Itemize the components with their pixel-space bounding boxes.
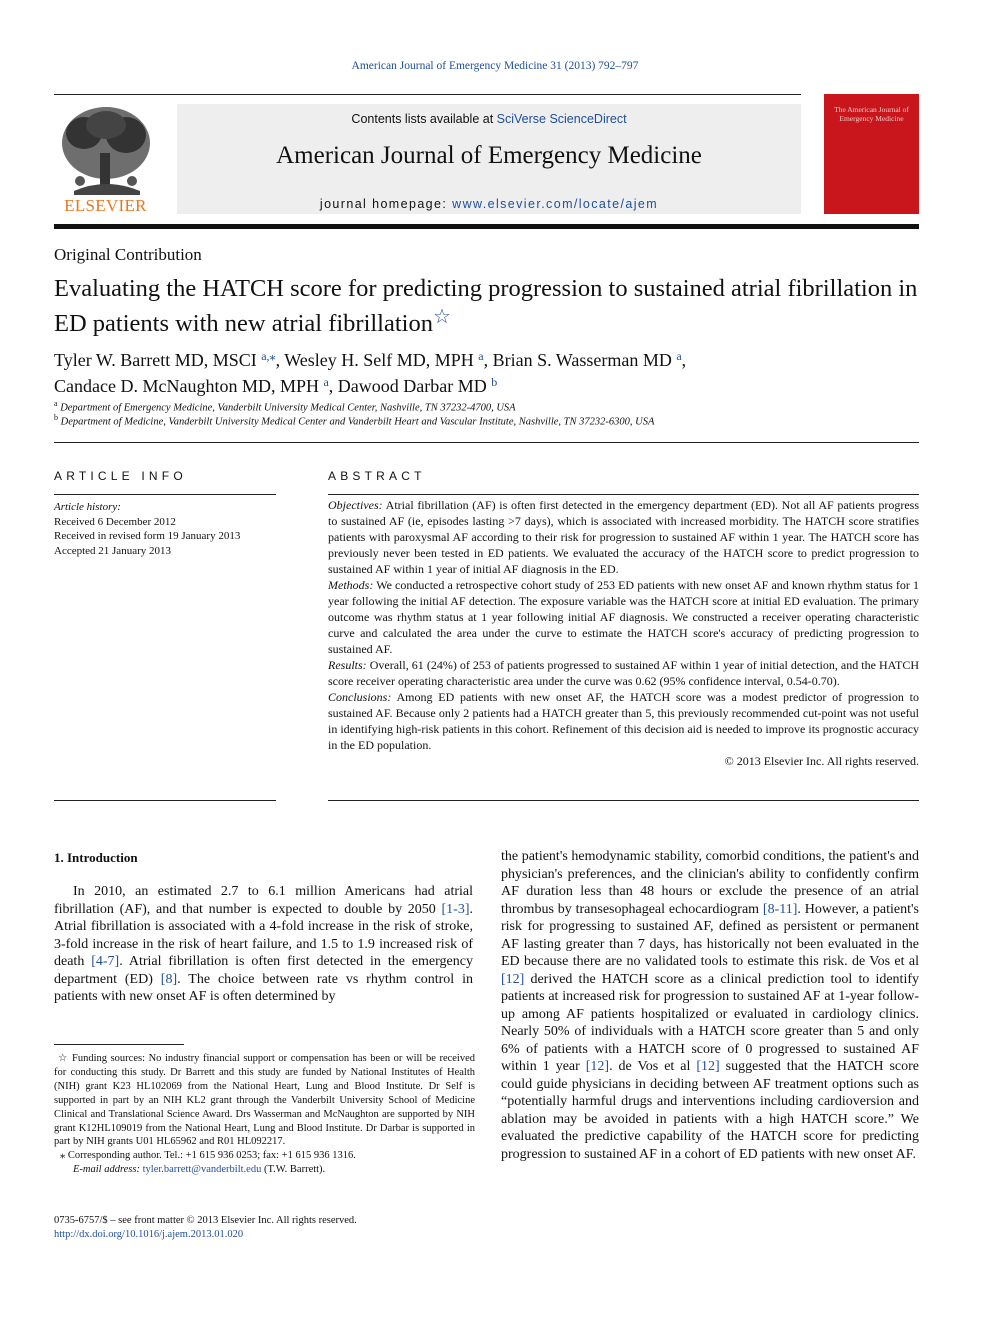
affiliation-b	[54, 413, 654, 428]
abstract-conclusions	[328, 689, 919, 753]
abstract-heading: ABSTRACT	[328, 469, 426, 483]
doi-link[interactable]: http://dx.doi.org/10.1016/j.ajem.2013.01.020	[54, 1229, 244, 1240]
abstract-copyright: © 2013 Elsevier Inc. All rights reserved.	[724, 754, 919, 768]
cover-title: The American Journal of Emergency Medicine	[834, 105, 909, 123]
conclusions-label: Conclusions:	[328, 690, 392, 704]
contents-line	[177, 112, 801, 126]
results-text: Overall, 61 (24%) of 253 of patients progressed to sustained AF within 1 year of initial detection, and the HATCH score receiver operating characteristic area under the curve was 0.62 (95% confidence interval, 0.54-0.70).	[328, 658, 919, 688]
citation-link[interactable]: [12]	[585, 1059, 610, 1074]
author-separator: ,	[483, 350, 493, 370]
footnote-rule	[54, 1044, 184, 1045]
author-3-sup[interactable]: a	[676, 349, 682, 363]
corresponding-text: Corresponding author. Tel.: +1 615 936 0253; fax: +1 615 936 1316.	[67, 1150, 356, 1162]
elsevier-wordmark: ELSEVIER	[64, 196, 147, 215]
abstract-bottom-rule	[328, 800, 919, 801]
corresponding-asterisk-icon: ⁎	[60, 1150, 66, 1162]
author-4-sup[interactable]: a	[323, 375, 329, 389]
affiliation-a	[54, 399, 516, 414]
intro-text: derived the HATCH score as a clinical prediction tool to identify patients at increased risk for progression to sustained AF at 1-year follow-up among AF patients hospitalized or evaluated in cardiology clinics. Nearly 50% of individuals with a HATCH score greater than 5 and only 6% of patients with a HATCH score of 0 progressed to sustained AF within 1 year	[501, 971, 919, 1074]
abstract-body	[328, 497, 919, 769]
author-1-sup[interactable]: a,⁎	[261, 349, 276, 363]
citation-link[interactable]: [1-3]	[441, 901, 470, 917]
intro-text: . de Vos et al	[609, 1059, 697, 1074]
journal-title: American Journal of Emergency Medicine	[276, 142, 702, 169]
journal-cover-thumbnail[interactable]	[824, 94, 919, 214]
title-footnote-star-icon[interactable]: ☆	[432, 306, 451, 328]
abstract-rule	[328, 494, 919, 495]
intro-text: the patient's hemodynamic stability, comorbid conditions, the patient's and physician's preferences, and the clinician's ability to confidently confirm AF duration less than 48 hours or exclude the presence of an atrial thrombus by transesophageal echocardiogram	[501, 849, 919, 917]
email-label: E-mail address:	[73, 1164, 140, 1176]
contents-prefix: Contents lists available at	[351, 112, 497, 126]
author-3: Brian S. Wasserman MD	[492, 350, 672, 370]
citation-link[interactable]: [4-7]	[91, 954, 120, 969]
intro-column-left	[54, 883, 473, 1006]
abstract-results	[328, 657, 919, 689]
author-4: Candace D. McNaughton MD, MPH	[54, 376, 319, 396]
header-divider	[54, 442, 919, 443]
objectives-label: Objectives:	[328, 498, 383, 512]
homepage-prefix: journal homepage:	[319, 197, 453, 211]
methods-text: We conducted a retrospective cohort study of 253 ED patients with new onset AF and known rhythm status for 1 year following the initial AF detection. The exposure variable was the HATCH score at initial ED evaluation. The primary outcome was rhythm status at 1 year following initial AF diagnosis. We constructed a receiver operating characteristic curve and calculated the area under the curve to estimate the HATCH score's accuracy of predicting progression to sustained AF.	[328, 578, 919, 656]
intro-text: . Atrial fibrillation is associated with a 4-fold increase in the risk of stroke, 3-fold increase in the risk of heart failure, and 1.5 to 1.9 increased risk of death	[54, 901, 473, 969]
masthead-top-rule	[54, 94, 801, 95]
masthead-bottom-rule	[54, 224, 919, 229]
affiliation-b-sup: b	[54, 413, 58, 422]
revised-date: Received in revised form 19 January 2013	[54, 530, 241, 542]
article-title	[54, 274, 934, 338]
homepage-link[interactable]: www.elsevier.com/locate/ajem	[452, 197, 659, 211]
article-info-bottom-rule	[54, 800, 276, 801]
author-5-sup[interactable]: b	[491, 375, 498, 389]
introduction-heading: 1. Introduction	[54, 850, 138, 865]
funding-star-icon: ☆	[58, 1053, 69, 1064]
author-2-sup[interactable]: a	[478, 349, 484, 363]
intro-text: suggested that the HATCH score could guide physicians in deciding between AF treatment options such as “potentially harmful drugs and interventions including cardioversion and ablation may be avoided in patients with a high HATCH score.” We evaluated the predictive capability of the HATCH score for predicting progression to sustained AF in a cohort of ED patients with new onset AF.	[501, 1059, 920, 1162]
email-footnote	[54, 1163, 475, 1177]
methods-label: Methods:	[328, 578, 374, 592]
intro-text: In 2010, an estimated 2.7 to 6.1 million Americans had atrial fibrillation (AF), and that number is expected to double by 2050	[54, 884, 473, 917]
citation-link[interactable]: [12]	[501, 971, 525, 987]
intro-paragraph-2	[501, 848, 919, 1163]
funding-text: Funding sources: No industry financial support or compensation has been or will be received for conducting this study. Dr Barrett and this study are funded by National Institutes of Health (NIH) grant K23 HL102069 from the National Heart, Lung and Blood Institute. Dr Self is supported in part by an NIH KL2 grant through the Vanderbilt University School of Medicine Clinical and Translational Science Award. Drs Wasserman and McNaughton are supported by NIH grant K12HL109019 from the National Heart, Lung and Blood Institute. Dr Darbar is supported in part by NIH grants U01 HL65962 and R01 HL092217.	[54, 1053, 475, 1148]
affiliation-a-text: Department of Emergency Medicine, Vanderbilt University Medical Center, Nashville, TN 37232-4700, USA	[60, 402, 516, 414]
intro-text: . Atrial fibrillation is often first detected in the emergency department (ED)	[54, 954, 473, 987]
citation-link[interactable]: [8]	[160, 971, 178, 987]
author-separator: ,	[275, 350, 285, 370]
bottom-info	[54, 1214, 357, 1242]
author-list	[54, 345, 924, 397]
objectives-text: Atrial fibrillation (AF) is often first detected in the emergency department (ED). Not all AF patients progress to sustained AF (ie, episodes lasting >7 days), which is associated with increased morbidity. The HATCH score stratifies patients with paroxysmal AF according to their risk for progression to sustained AF within 1 year. The HATCH score has previously never been tested in ED patients. We evaluated the accuracy of the HATCH score to predict progression to sustained AF within 1 year of initial AF diagnosis in the ED.	[328, 498, 920, 576]
article-title-text: Evaluating the HATCH score for predicting progression to sustained atrial fibrillation in ED patients with new atrial fibrillation	[54, 275, 918, 337]
results-label: Results:	[328, 658, 367, 672]
email-link[interactable]: tyler.barrett@vanderbilt.edu	[142, 1164, 262, 1176]
homepage-line	[177, 197, 801, 211]
intro-text: . The choice between rate vs rhythm control in patients with new onset AF is often determined by	[54, 971, 473, 1004]
citation-link[interactable]: [12]	[696, 1059, 720, 1074]
corresponding-footnote	[54, 1149, 475, 1163]
article-info-rule	[54, 494, 276, 495]
issn-line: 0735-6757/$ – see front matter © 2013 Elsevier Inc. All rights reserved.	[54, 1215, 357, 1226]
article-history	[54, 500, 240, 558]
author-separator: ,	[681, 350, 687, 370]
author-5: Dawood Darbar MD	[337, 376, 487, 396]
sciencedirect-link[interactable]: SciVerse ScienceDirect	[496, 112, 627, 126]
history-label: Article history:	[54, 501, 121, 513]
abstract-methods	[328, 577, 919, 657]
section-type: Original Contribution	[54, 245, 202, 264]
affiliation-a-sup: a	[54, 399, 58, 408]
abstract-objectives	[328, 497, 919, 577]
received-date: Received 6 December 2012	[54, 515, 176, 528]
author-separator: ,	[328, 376, 338, 396]
citation-link[interactable]: [8-11]	[762, 901, 798, 917]
author-1: Tyler W. Barrett MD, MSCI	[54, 350, 257, 370]
intro-text: . However, a patient's risk for progressing to sustained AF, defined as persistent or permanent AF lasting greater than 7 days, has historically not been evaluated in the ED because there are no validated tools to estimate this risk. de Vos et al	[501, 901, 919, 969]
intro-paragraph-1	[54, 883, 473, 1006]
funding-footnote	[54, 1052, 475, 1149]
affiliation-b-text: Department of Medicine, Vanderbilt University Medical Center and Vanderbilt Heart and Vascular Institute, Nashville, TN 37232-6300, USA	[60, 416, 655, 428]
email-suffix: (T.W. Barrett).	[261, 1164, 326, 1176]
article-info-heading: ARTICLE INFO	[54, 469, 187, 483]
journal-reference-link[interactable]: American Journal of Emergency Medicine 31 (2013) 792–797	[351, 60, 639, 72]
accepted-date: Accepted 21 January 2013	[54, 544, 171, 557]
author-2: Wesley H. Self MD, MPH	[284, 350, 474, 370]
intro-column-right	[501, 848, 919, 1163]
masthead-box	[177, 104, 801, 214]
conclusions-text: Among ED patients with new onset AF, the HATCH score was a modest predictor of progression to sustained AF. Because only 2 patients had a HATCH greater than 5, this previously recommended cut-point was not useful in identifying high-risk patients in this cohort. Refinement of this decision aid is needed to improve its prognostic accuracy in the ED population.	[328, 690, 919, 752]
footnotes	[54, 1052, 475, 1177]
